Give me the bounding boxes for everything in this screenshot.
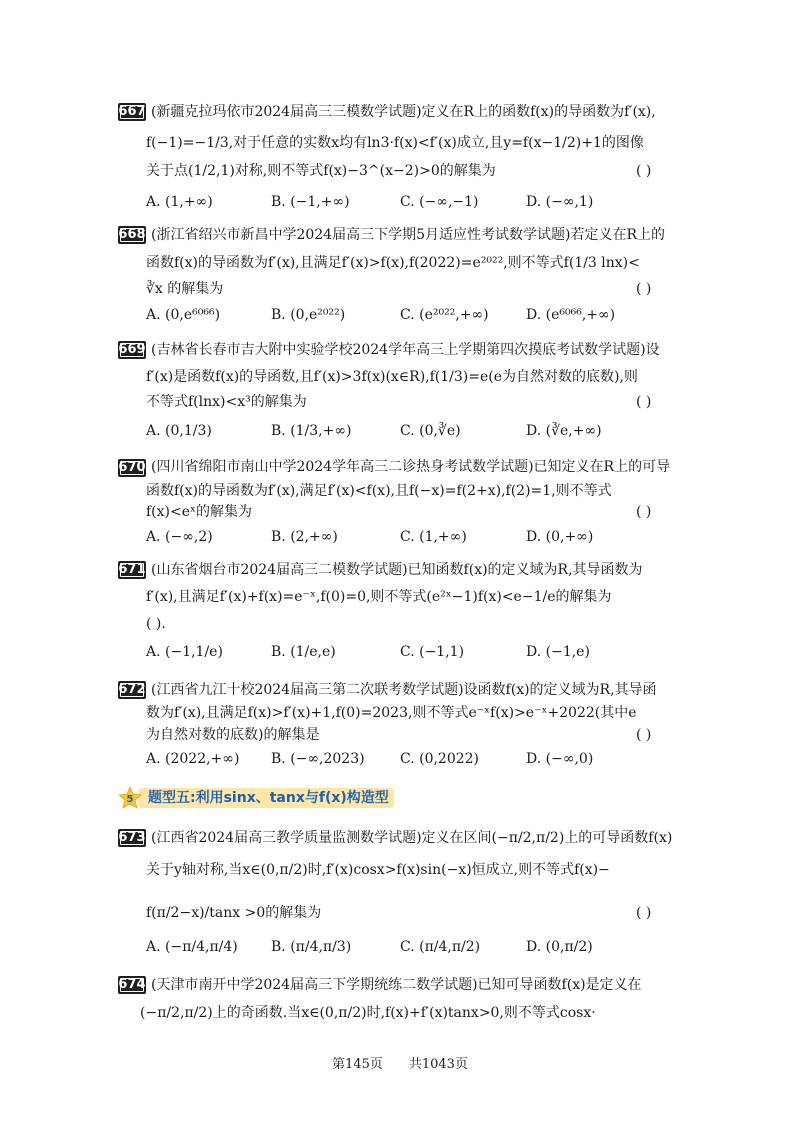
option-c: C. (π/4,π/2) xyxy=(400,939,481,955)
section-title: 题型五:利用sinx、tanx与f(x)构造型 xyxy=(148,790,389,806)
question-text-line: 关于点(1/2,1)对称,则不等式f(x)−3^(x−2)>0的解集为 xyxy=(146,163,496,179)
page-footer: 第145页 共1043页 xyxy=(332,1057,468,1072)
question-text-line: f(−1)=−1/3,对于任意的实数x均有ln3·f(x)<f′(x)成立,且y=f(x−1/2)+1的图像 xyxy=(146,135,644,151)
question-text-line: 关于y轴对称,当x∈(0,π/2)时,f′(x)cosx>f(x)sin(−x)恒成立,则不等式f(x)− xyxy=(146,862,610,878)
question-text-line: ∛x 的解集为 xyxy=(146,281,224,297)
option-a: A. (1,+∞) xyxy=(146,194,213,210)
question-text-line: f′(x)是函数f(x)的导函数,且f′(x)>3f(x)(x∈R),f(1/3)=e(e为自然对数的底数),则 xyxy=(146,369,638,385)
option-d: D. (0,+∞) xyxy=(526,529,594,545)
option-d: D. (0,π/2) xyxy=(526,939,593,955)
question-number-badge: 667 xyxy=(118,104,146,119)
question-text-line: (天津市南开中学2024届高三下学期统练二数学试题)已知可导函数f(x)是定义在 xyxy=(151,977,642,993)
option-d: D. (−1,e) xyxy=(526,644,590,660)
option-b: B. (1/3,+∞) xyxy=(271,423,352,439)
option-b: B. (0,e²⁰²²) xyxy=(271,307,346,323)
option-a: A. (−1,1/e) xyxy=(146,644,223,660)
option-a: A. (0,e⁶⁰⁶⁶) xyxy=(146,307,221,323)
question-text-line: 为自然对数的底数)的解集是 xyxy=(146,727,320,743)
question-text-line: f(π/2−x)/tanx >0的解集为 xyxy=(146,905,322,921)
question-text-line: f(x)<eˣ的解集为 xyxy=(146,504,252,520)
question-number-badge: 671 xyxy=(118,562,146,577)
answer-blank: ( ) xyxy=(636,504,652,520)
answer-blank: ( ) xyxy=(636,727,652,743)
svg-text:5: 5 xyxy=(126,794,134,805)
question-text-line: 数为f′(x),且满足f(x)>f′(x)+1,f(0)=2023,则不等式e⁻ˣf(x)>e⁻ˣ+2022(其中e xyxy=(146,705,637,721)
option-d: D. (e⁶⁰⁶⁶,+∞) xyxy=(526,307,616,323)
option-d: D. (−∞,1) xyxy=(526,194,594,210)
question-text-line: f′(x),且满足f′(x)+f(x)=e⁻ˣ,f(0)=0,则不等式(e²ˣ−1)f(x)<e−1/e的解集为 xyxy=(146,589,612,605)
question-number-badge: 672 xyxy=(118,682,146,697)
option-b: B. (−1,+∞) xyxy=(271,194,350,210)
question-number-badge: 670 xyxy=(118,460,146,475)
question-text-line: (山东省烟台市2024届高三二模数学试题)已知函数f(x)的定义域为R,其导函数为 xyxy=(151,562,643,578)
answer-blank: ( ) xyxy=(636,281,652,297)
question-text-line: ( ). xyxy=(146,616,166,632)
question-number-badge: 673 xyxy=(118,830,146,845)
question-text-line: 函数f(x)的导函数为f′(x),且满足f′(x)>f(x),f(2022)=e²⁰²²,则不等式f(1/3 lnx)< xyxy=(146,255,640,271)
option-d: D. (∛e,+∞) xyxy=(526,423,602,439)
option-c: C. (e²⁰²²,+∞) xyxy=(400,307,489,323)
question-text-line: (新疆克拉玛依市2024届高三三模数学试题)定义在R上的函数f(x)的导函数为f′(x), xyxy=(151,104,656,120)
question-number-badge: 668 xyxy=(118,227,146,242)
option-c: C. (1,+∞) xyxy=(400,529,467,545)
option-c: C. (0,2022) xyxy=(400,751,480,767)
option-b: B. (−∞,2023) xyxy=(271,751,365,767)
option-a: A. (−∞,2) xyxy=(146,529,213,545)
question-text-line: (江西省九江十校2024届高三第二次联考数学试题)设函数f(x)的定义域为R,其导函 xyxy=(151,682,657,698)
answer-blank: ( ) xyxy=(636,905,652,921)
answer-blank: ( ) xyxy=(636,394,652,410)
option-d: D. (−∞,0) xyxy=(526,751,594,767)
option-c: C. (0,∛e) xyxy=(400,423,461,439)
question-text-line: (−π/2,π/2)上的奇函数.当x∈(0,π/2)时,f(x)+f′(x)tanx>0,则不等式cosx· xyxy=(140,1005,596,1021)
option-b: B. (2,+∞) xyxy=(271,529,338,545)
option-c: C. (−∞,−1) xyxy=(400,194,479,210)
section-number-badge-icon xyxy=(118,786,142,810)
question-text-line: (吉林省长春市吉大附中实验学校2024学年高三上学期第四次摸底考试数学试题)设 xyxy=(151,342,660,358)
question-text-line: (江西省2024届高三教学质量监测数学试题)定义在区间(−π/2,π/2)上的可导函数f(x) xyxy=(151,830,673,846)
question-text-line: 不等式f(lnx)<x³的解集为 xyxy=(146,394,307,410)
option-c: C. (−1,1) xyxy=(400,644,465,660)
option-a: A. (0,1/3) xyxy=(146,423,212,439)
question-text-line: (四川省绵阳市南山中学2024学年高三二诊热身考试数学试题)已知定义在R上的可导 xyxy=(151,459,671,475)
section-header xyxy=(118,784,396,812)
question-text-line: (浙江省绍兴市新昌中学2024届高三下学期5月适应性考试数学试题)若定义在R上的 xyxy=(151,227,665,243)
answer-blank: ( ) xyxy=(636,163,652,179)
question-number-badge: 669 xyxy=(118,342,146,357)
option-a: A. (−π/4,π/4) xyxy=(146,939,238,955)
option-b: B. (π/4,π/3) xyxy=(271,939,352,955)
option-a: A. (2022,+∞) xyxy=(146,751,240,767)
question-text-line: 函数f(x)的导函数为f′(x),满足f′(x)<f(x),且f(−x)=f(2+x),f(2)=1,则不等式 xyxy=(146,483,612,499)
option-b: B. (1/e,e) xyxy=(271,644,336,660)
question-number-badge: 674 xyxy=(118,977,146,992)
